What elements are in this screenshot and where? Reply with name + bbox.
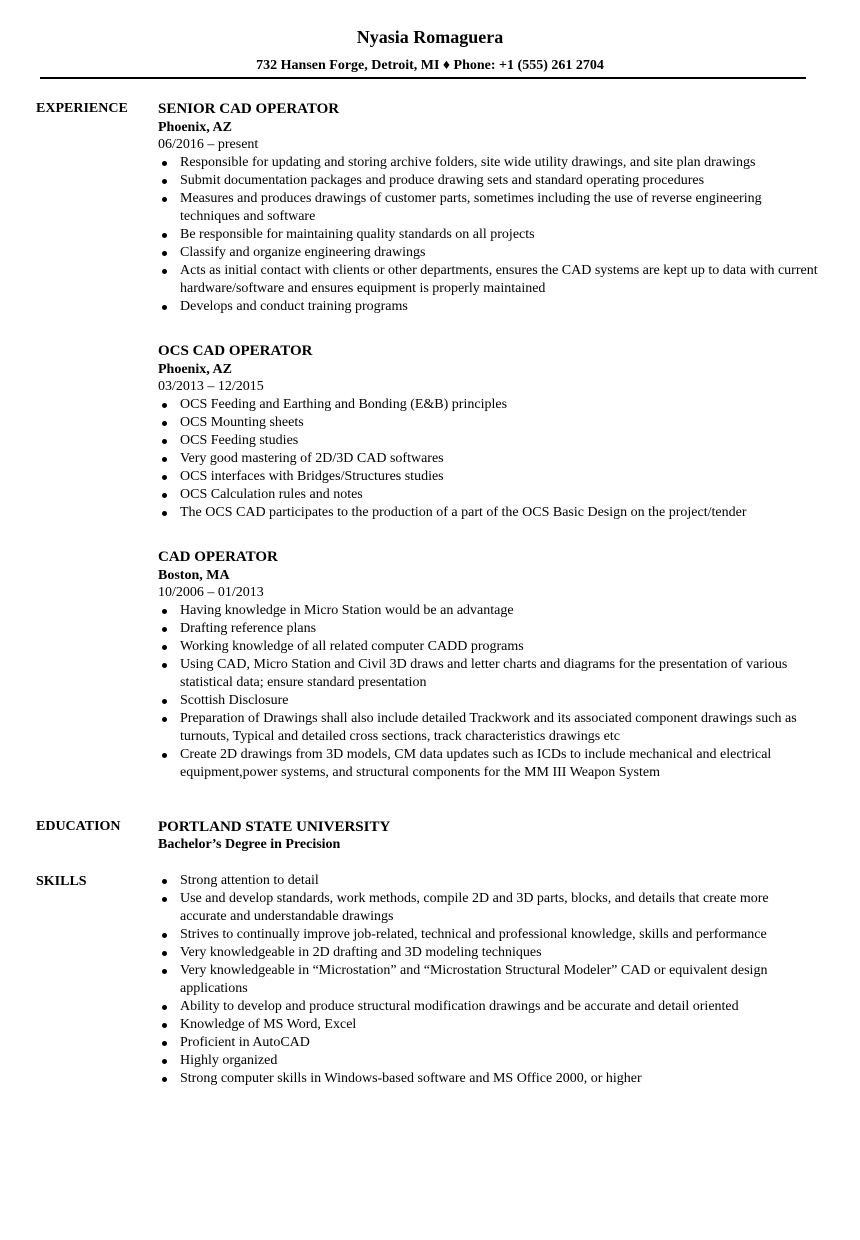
school-name: PORTLAND STATE UNIVERSITY [158, 819, 391, 835]
list-item: Very good mastering of 2D/3D CAD softwares [158, 450, 818, 468]
list-item: Working knowledge of all related computer CADD programs [158, 638, 818, 656]
list-item: Strong computer skills in Windows-based software and MS Office 2000, or higher [158, 1070, 818, 1088]
degree: Bachelor’s Degree in Precision [158, 837, 341, 852]
skills-section [0, 872, 860, 1088]
resume-header [0, 0, 860, 75]
experience-section [0, 99, 860, 807]
list-item: Ability to develop and produce structural modification drawings and be accurate and detail oriented [158, 998, 818, 1016]
list-item: Responsible for updating and storing archive folders, site wide utility drawings, and site plan drawings [158, 154, 818, 172]
list-item: OCS Mounting sheets [158, 414, 818, 432]
list-item: Very knowledgeable in 2D drafting and 3D modeling techniques [158, 944, 818, 962]
job-entry [158, 547, 818, 782]
list-item: Very knowledgeable in “Microstation” and “Microstation Structural Modeler” CAD or equivalent design applications [158, 962, 818, 998]
education-body [158, 817, 818, 854]
job-dates: 10/2006 – 01/2013 [158, 585, 264, 600]
list-item: Strives to continually improve job-related, technical and professional knowledge, skills and performance [158, 926, 818, 944]
skills-body [158, 872, 818, 1088]
resume-body [0, 99, 860, 1088]
header-divider [40, 77, 806, 79]
job-entry [158, 99, 818, 316]
list-item: Knowledge of MS Word, Excel [158, 1016, 818, 1034]
job-bullets [158, 602, 818, 782]
job-bullets [158, 396, 818, 522]
list-item: Drafting reference plans [158, 620, 818, 638]
job-entry [158, 341, 818, 522]
list-item: Using CAD, Micro Station and Civil 3D draws and letter charts and diagrams for the presentation of various statistical data; ensure standard presentation [158, 656, 818, 692]
job-dates: 06/2016 – present [158, 137, 259, 152]
job-dates: 03/2013 – 12/2015 [158, 379, 264, 394]
experience-body [158, 99, 818, 807]
list-item: The OCS CAD participates to the production of a part of the OCS Basic Design on the project/tender [158, 504, 818, 522]
list-item: Preparation of Drawings shall also include detailed Trackwork and its associated component drawings such as turnouts, Typical and detailed cross sections, track characteristics drawings etc [158, 710, 818, 746]
list-item: Strong attention to detail [158, 872, 818, 890]
list-item: Develops and conduct training programs [158, 298, 818, 316]
list-item: Highly organized [158, 1052, 818, 1070]
list-item: OCS interfaces with Bridges/Structures studies [158, 468, 818, 486]
skills-bullets [158, 872, 818, 1088]
job-bullets [158, 154, 818, 316]
list-item: Classify and organize engineering drawings [158, 244, 818, 262]
list-item: Scottish Disclosure [158, 692, 818, 710]
job-title: SENIOR CAD OPERATOR [158, 101, 340, 117]
job-title: CAD OPERATOR [158, 549, 278, 565]
list-item: Acts as initial contact with clients or other departments, ensures the CAD systems are kept up to data with current hardware/software and ensures equipment is properly maintained [158, 262, 818, 298]
list-item: Measures and produces drawings of customer parts, sometimes including the use of reverse engineering techniques and software [158, 190, 818, 226]
section-title-skills: SKILLS [36, 874, 87, 889]
job-location: Phoenix, AZ [158, 120, 232, 135]
list-item: OCS Feeding studies [158, 432, 818, 450]
job-location: Phoenix, AZ [158, 362, 232, 377]
list-item: Submit documentation packages and produce drawing sets and standard operating procedures [158, 172, 818, 190]
job-title: OCS CAD OPERATOR [158, 343, 313, 359]
list-item: Proficient in AutoCAD [158, 1034, 818, 1052]
list-item: Having knowledge in Micro Station would be an advantage [158, 602, 818, 620]
contact-line: 732 Hansen Forge, Detroit, MI ♦ Phone: +1 (555) 261 2704 [256, 58, 604, 73]
education-section [0, 817, 860, 854]
section-title-education: EDUCATION [36, 819, 121, 834]
candidate-name: Nyasia Romaguera [356, 27, 504, 47]
list-item: OCS Feeding and Earthing and Bonding (E&B) principles [158, 396, 818, 414]
job-location: Boston, MA [158, 568, 230, 583]
list-item: Be responsible for maintaining quality standards on all projects [158, 226, 818, 244]
list-item: OCS Calculation rules and notes [158, 486, 818, 504]
section-title-experience: EXPERIENCE [36, 101, 128, 116]
list-item: Use and develop standards, work methods, compile 2D and 3D parts, blocks, and details that create more accurate and understandable drawings [158, 890, 818, 926]
list-item: Create 2D drawings from 3D models, CM data updates such as ICDs to include mechanical and electrical equipment,power systems, and structural components for the MM III Weapon System [158, 746, 818, 782]
